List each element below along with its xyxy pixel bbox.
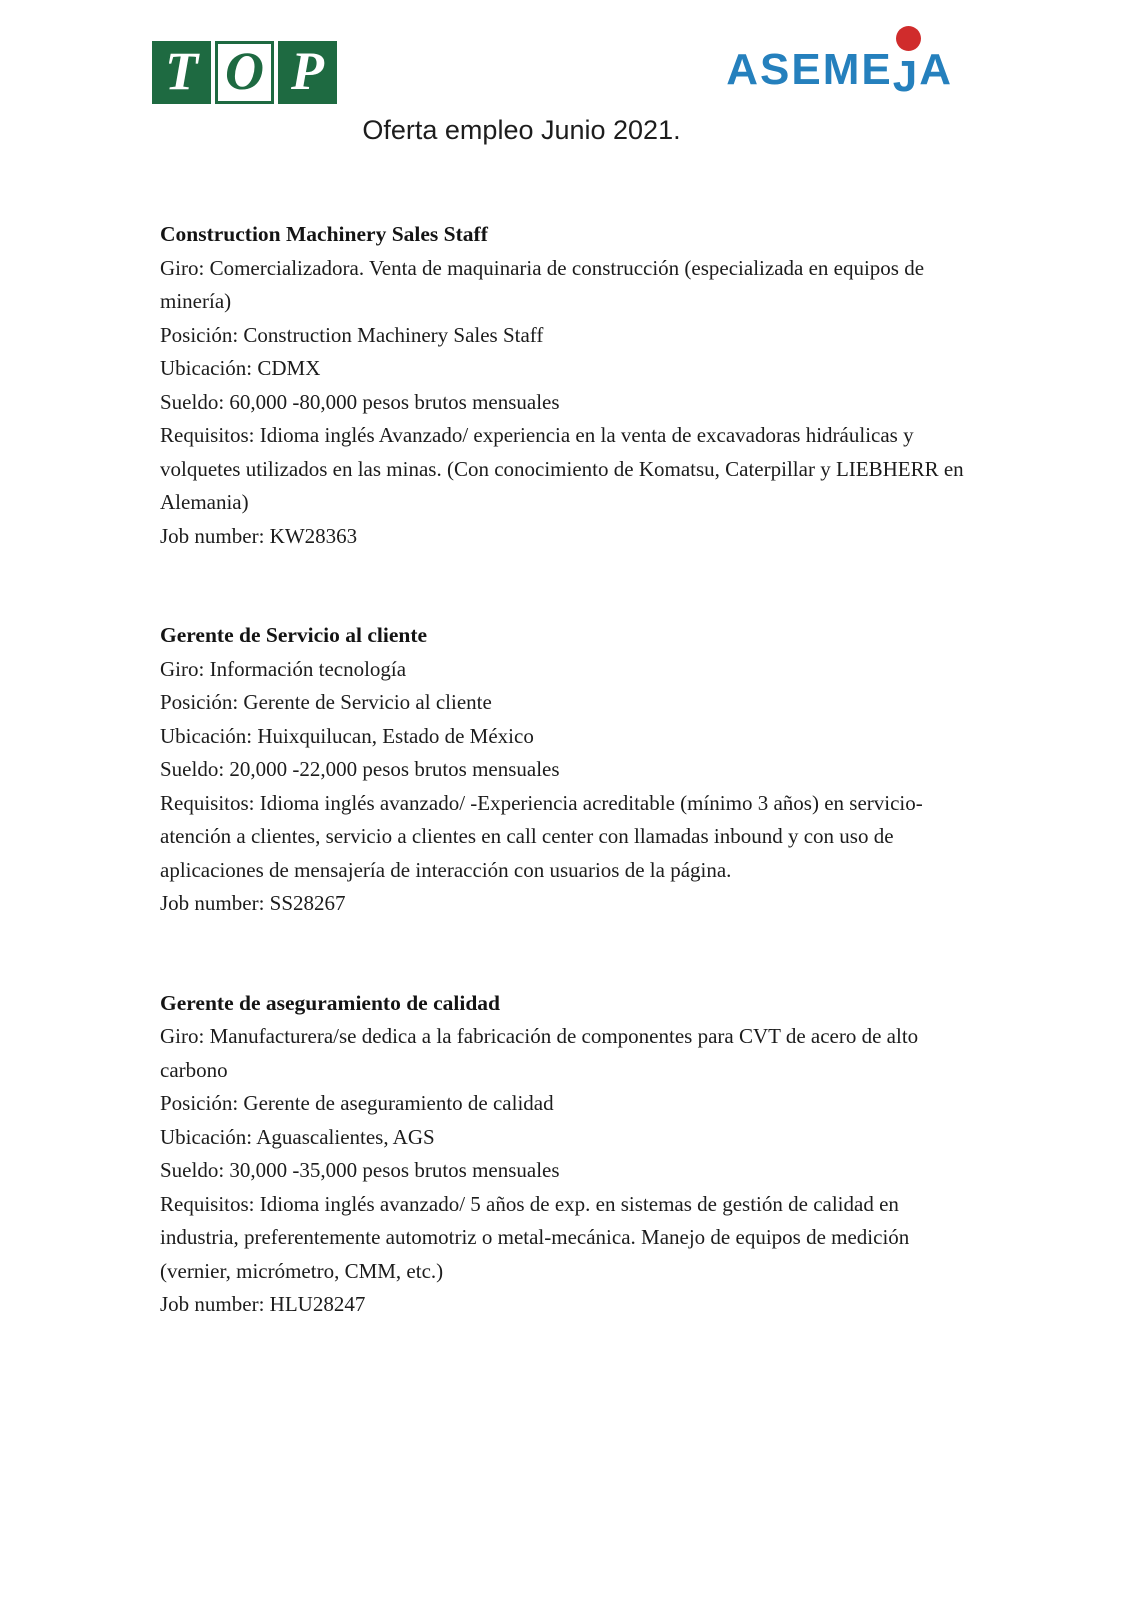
job-requisitos: Requisitos: Idioma inglés avanzado/ -Experiencia acreditable (mínimo 3 años) en servicio-atención a clientes, servicio a clientes en call center con llamadas inbound y con uso de aplicaciones de mensajería de interacción con usuarios de la página.	[160, 790, 923, 882]
job-listings	[160, 218, 965, 1322]
job-listing-2	[160, 619, 965, 921]
job-requisitos: Requisitos: Idioma inglés avanzado/ 5 años de exp. en sistemas de gestión de calidad en industria, preferentemente automotriz o metal-mecánica. Manejo de equipos de medición (vernier, micrómetro, CMM, etc.)	[160, 1191, 910, 1283]
job-ubicacion: Ubicación: Aguascalientes, AGS	[160, 1124, 435, 1149]
job-requisitos: Requisitos: Idioma inglés Avanzado/ experiencia en la venta de excavadoras hidráulicas y volquetes utilizados en las minas. (Con conocimiento de Komatsu, Caterpillar y LIEBHERR en Alemania)	[160, 423, 964, 514]
job-sueldo: Sueldo: 60,000 -80,000 pesos brutos mensuales	[160, 389, 560, 414]
top-logo-tile-p	[278, 41, 337, 104]
top-logo-tile-t	[152, 41, 211, 104]
job-giro: Giro: Información tecnología	[160, 656, 407, 681]
job-title: Construction Machinery Sales Staff	[160, 222, 488, 246]
job-title: Gerente de aseguramiento de calidad	[160, 990, 500, 1015]
job-posicion: Posición: Gerente de aseguramiento de calidad	[160, 1091, 554, 1115]
top-logo-tile-o	[215, 41, 274, 104]
top-logo-letter-o: O	[225, 40, 264, 101]
top-logo	[152, 41, 337, 104]
job-giro: Giro: Manufacturera/se dedica a la fabricación de componentes para CVT de acero de alto carbono	[160, 1024, 919, 1082]
job-posicion: Posición: Gerente de Servicio al cliente	[160, 690, 492, 714]
page-title: Oferta empleo Junio 2021.	[362, 115, 681, 145]
asemeja-logo-text-right: A	[919, 45, 953, 94]
top-logo-letter-t: T	[165, 40, 198, 101]
job-giro: Giro: Comercializadora. Venta de maquinaria de construcción (especializada en equipos de minería)	[160, 255, 925, 313]
job-listing-3	[160, 987, 965, 1322]
document-header	[0, 0, 1131, 105]
job-number: Job number: HLU28247	[160, 1292, 366, 1316]
asemeja-logo-text-left: ASEME	[726, 45, 893, 94]
asemeja-red-dot-icon	[896, 26, 921, 51]
job-sueldo: Sueldo: 30,000 -35,000 pesos brutos mensuales	[160, 1158, 560, 1182]
job-number: Job number: SS28267	[160, 891, 346, 915]
job-ubicacion: Ubicación: CDMX	[160, 356, 321, 380]
job-listing-1	[160, 218, 965, 553]
top-logo-letter-p: P	[291, 40, 324, 101]
asemeja-logo-j: J	[893, 48, 919, 92]
job-number: Job number: KW28363	[160, 523, 358, 548]
job-title: Gerente de Servicio al cliente	[160, 623, 428, 647]
job-sueldo: Sueldo: 20,000 -22,000 pesos brutos mensuales	[160, 757, 560, 781]
job-ubicacion: Ubicación: Huixquilucan, Estado de México	[160, 723, 534, 748]
job-posicion: Posición: Construction Machinery Sales Staff	[160, 322, 544, 347]
asemeja-logo	[726, 45, 953, 101]
